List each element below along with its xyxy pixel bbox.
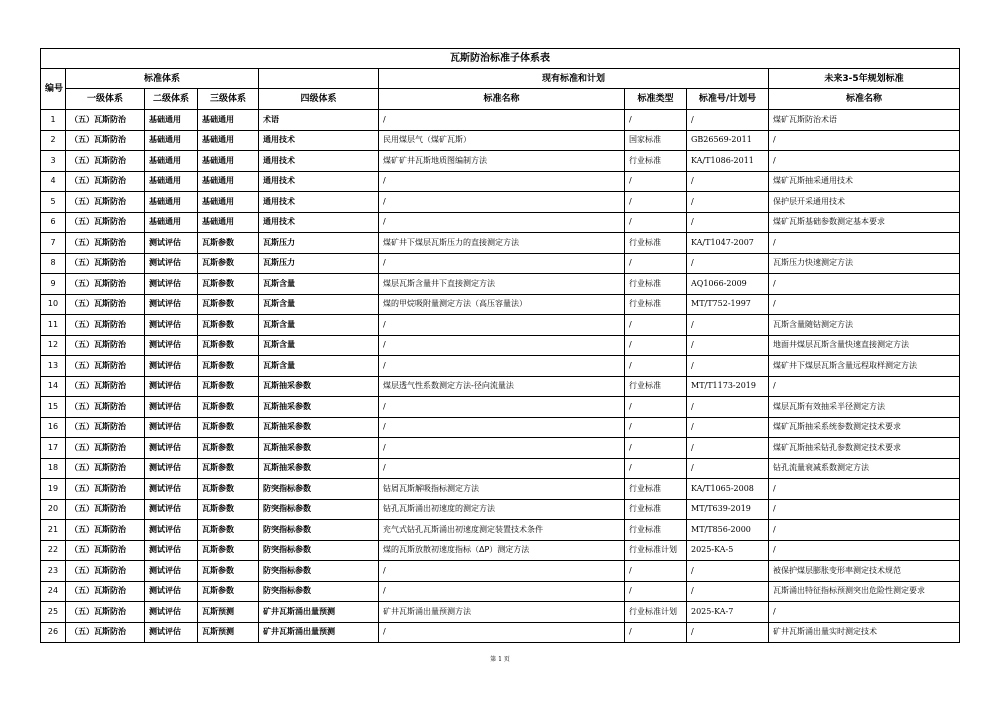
- level3-cell: 瓦斯预测: [198, 602, 259, 623]
- number-header: 编号: [41, 69, 66, 110]
- level1-cell: （五）瓦斯防治: [66, 561, 145, 582]
- standard-name-cell: /: [379, 335, 625, 356]
- level2-cell: 基础通用: [145, 171, 198, 192]
- standard-type-cell: 行业标准计划: [625, 540, 687, 561]
- level2-cell: 基础通用: [145, 130, 198, 151]
- level4-cell: 通用技术: [259, 130, 379, 151]
- level4-cell: 通用技术: [259, 192, 379, 213]
- level1-cell: （五）瓦斯防治: [66, 130, 145, 151]
- level3-cell: 瓦斯参数: [198, 458, 259, 479]
- table-row: [41, 192, 960, 213]
- level1-cell: （五）瓦斯防治: [66, 110, 145, 131]
- table-row: [41, 479, 960, 500]
- level3-cell: 瓦斯参数: [198, 417, 259, 438]
- table-row: [41, 212, 960, 233]
- standard-type-header: 标准类型: [625, 89, 687, 110]
- level3-cell: 瓦斯参数: [198, 376, 259, 397]
- standard-name-cell: 煤的甲烷吸附量测定方法（高压容量法）: [379, 294, 625, 315]
- row-number: 6: [41, 212, 66, 233]
- table-row: [41, 376, 960, 397]
- level1-cell: （五）瓦斯防治: [66, 397, 145, 418]
- level4-cell: 瓦斯压力: [259, 233, 379, 254]
- level4-cell: 通用技术: [259, 171, 379, 192]
- row-number: 2: [41, 130, 66, 151]
- level1-cell: （五）瓦斯防治: [66, 171, 145, 192]
- standard-type-cell: /: [625, 253, 687, 274]
- level2-cell: 测试评估: [145, 540, 198, 561]
- level3-cell: 基础通用: [198, 212, 259, 233]
- standard-name-cell: 钻屑瓦斯解吸指标测定方法: [379, 479, 625, 500]
- standard-name-cell: /: [379, 622, 625, 643]
- row-number: 11: [41, 315, 66, 336]
- standard-type-cell: /: [625, 438, 687, 459]
- level4-cell: 瓦斯含量: [259, 294, 379, 315]
- standard-number-cell: /: [687, 192, 769, 213]
- level1-cell: （五）瓦斯防治: [66, 622, 145, 643]
- standard-type-cell: 行业标准: [625, 151, 687, 172]
- level4-cell: 防突指标参数: [259, 499, 379, 520]
- standard-type-cell: /: [625, 356, 687, 377]
- level1-cell: （五）瓦斯防治: [66, 151, 145, 172]
- table-row: [41, 233, 960, 254]
- level4-cell: 防突指标参数: [259, 561, 379, 582]
- level2-cell: 测试评估: [145, 622, 198, 643]
- future-name-cell: /: [769, 479, 960, 500]
- level1-cell: （五）瓦斯防治: [66, 438, 145, 459]
- table-row: [41, 581, 960, 602]
- future-name-cell: /: [769, 602, 960, 623]
- row-number: 8: [41, 253, 66, 274]
- standard-number-cell: /: [687, 458, 769, 479]
- row-number: 26: [41, 622, 66, 643]
- level3-cell: 瓦斯参数: [198, 233, 259, 254]
- level2-cell: 测试评估: [145, 397, 198, 418]
- group-header-row: [41, 69, 960, 89]
- standard-type-cell: /: [625, 110, 687, 131]
- future-name-cell: 煤层瓦斯有效抽采半径测定方法: [769, 397, 960, 418]
- level2-cell: 测试评估: [145, 438, 198, 459]
- standard-type-cell: 行业标准: [625, 233, 687, 254]
- level4-cell: 瓦斯抽采参数: [259, 417, 379, 438]
- level1-cell: （五）瓦斯防治: [66, 212, 145, 233]
- standard-name-cell: /: [379, 315, 625, 336]
- standard-name-cell: /: [379, 581, 625, 602]
- level4-cell: 瓦斯含量: [259, 274, 379, 295]
- standard-name-cell: 煤层瓦斯含量井下直接测定方法: [379, 274, 625, 295]
- row-number: 9: [41, 274, 66, 295]
- level1-cell: （五）瓦斯防治: [66, 192, 145, 213]
- standard-type-cell: /: [625, 561, 687, 582]
- row-number: 5: [41, 192, 66, 213]
- level1-cell: （五）瓦斯防治: [66, 294, 145, 315]
- level2-cell: 基础通用: [145, 212, 198, 233]
- standard-number-cell: /: [687, 335, 769, 356]
- level3-cell: 瓦斯参数: [198, 356, 259, 377]
- future-name-cell: /: [769, 520, 960, 541]
- level1-cell: （五）瓦斯防治: [66, 315, 145, 336]
- level2-cell: 测试评估: [145, 479, 198, 500]
- standard-name-cell: /: [379, 417, 625, 438]
- future-name-cell: 煤矿瓦斯基础参数测定基本要求: [769, 212, 960, 233]
- level2-cell: 测试评估: [145, 274, 198, 295]
- standard-type-cell: /: [625, 458, 687, 479]
- standard-name-cell: /: [379, 192, 625, 213]
- future-name-cell: /: [769, 376, 960, 397]
- level4-cell: 矿井瓦斯涌出量预测: [259, 622, 379, 643]
- level4-cell: 瓦斯含量: [259, 315, 379, 336]
- level3-cell: 瓦斯参数: [198, 274, 259, 295]
- level4-cell: 术语: [259, 110, 379, 131]
- standard-name-cell: 充气式钻孔瓦斯涌出初速度测定装置技术条件: [379, 520, 625, 541]
- standard-number-cell: MT/T856-2000: [687, 520, 769, 541]
- level1-cell: （五）瓦斯防治: [66, 602, 145, 623]
- table-row: [41, 130, 960, 151]
- level1-cell: （五）瓦斯防治: [66, 274, 145, 295]
- standard-number-cell: /: [687, 356, 769, 377]
- level1-cell: （五）瓦斯防治: [66, 253, 145, 274]
- level2-header: 二级体系: [145, 89, 198, 110]
- standard-type-cell: /: [625, 417, 687, 438]
- standard-name-cell: /: [379, 561, 625, 582]
- level4-cell: 瓦斯抽采参数: [259, 376, 379, 397]
- level2-cell: 测试评估: [145, 376, 198, 397]
- level2-cell: 测试评估: [145, 458, 198, 479]
- future-name-cell: 被保护煤层膨胀变形率测定技术规范: [769, 561, 960, 582]
- standard-name-cell: 钻孔瓦斯涌出初速度的测定方法: [379, 499, 625, 520]
- level2-cell: 测试评估: [145, 315, 198, 336]
- empty-header-cell: [259, 69, 379, 89]
- level2-cell: 测试评估: [145, 581, 198, 602]
- level4-cell: 通用技术: [259, 212, 379, 233]
- standard-number-cell: 2025-KA-7: [687, 602, 769, 623]
- standard-type-cell: /: [625, 171, 687, 192]
- level1-cell: （五）瓦斯防治: [66, 479, 145, 500]
- future-name-cell: 煤矿瓦斯抽采通用技术: [769, 171, 960, 192]
- level3-cell: 瓦斯参数: [198, 335, 259, 356]
- level4-cell: 瓦斯抽采参数: [259, 458, 379, 479]
- level1-header: 一级体系: [66, 89, 145, 110]
- level3-cell: 瓦斯参数: [198, 438, 259, 459]
- standard-name-cell: 煤层透气性系数测定方法-径向流量法: [379, 376, 625, 397]
- level2-cell: 基础通用: [145, 110, 198, 131]
- table-row: [41, 458, 960, 479]
- standard-name-header: 标准名称: [379, 89, 625, 110]
- level3-cell: 瓦斯参数: [198, 561, 259, 582]
- standard-type-cell: /: [625, 397, 687, 418]
- row-number: 18: [41, 458, 66, 479]
- standard-number-cell: /: [687, 397, 769, 418]
- standard-type-cell: /: [625, 192, 687, 213]
- standard-number-cell: GB26569-2011: [687, 130, 769, 151]
- level1-cell: （五）瓦斯防治: [66, 233, 145, 254]
- table-row: [41, 417, 960, 438]
- standard-name-cell: /: [379, 438, 625, 459]
- standard-number-cell: 2025-KA-5: [687, 540, 769, 561]
- level2-cell: 测试评估: [145, 253, 198, 274]
- standard-number-cell: /: [687, 622, 769, 643]
- current-standards-header: 现有标准和计划: [379, 69, 769, 89]
- row-number: 21: [41, 520, 66, 541]
- level4-header: 四级体系: [259, 89, 379, 110]
- level3-cell: 瓦斯参数: [198, 315, 259, 336]
- table-row: [41, 602, 960, 623]
- table-row: [41, 274, 960, 295]
- row-number: 23: [41, 561, 66, 582]
- standard-name-cell: /: [379, 212, 625, 233]
- future-name-header: 标准名称: [769, 89, 960, 110]
- level2-cell: 测试评估: [145, 417, 198, 438]
- future-name-cell: 瓦斯压力快速测定方法: [769, 253, 960, 274]
- level3-cell: 基础通用: [198, 130, 259, 151]
- level2-cell: 基础通用: [145, 192, 198, 213]
- level3-cell: 基础通用: [198, 171, 259, 192]
- row-number: 25: [41, 602, 66, 623]
- level1-cell: （五）瓦斯防治: [66, 520, 145, 541]
- standard-type-cell: 国家标准: [625, 130, 687, 151]
- level3-cell: 瓦斯参数: [198, 499, 259, 520]
- standard-type-cell: 行业标准: [625, 294, 687, 315]
- table-row: [41, 335, 960, 356]
- row-number: 20: [41, 499, 66, 520]
- future-name-cell: 保护层开采通用技术: [769, 192, 960, 213]
- standard-number-header: 标准号/计划号: [687, 89, 769, 110]
- future-name-cell: 瓦斯涌出特征指标预测突出危险性测定要求: [769, 581, 960, 602]
- standard-name-cell: 煤矿矿井瓦斯地质图编制方法: [379, 151, 625, 172]
- standard-number-cell: AQ1066-2009: [687, 274, 769, 295]
- level3-cell: 瓦斯参数: [198, 253, 259, 274]
- table-title: 瓦斯防治标准子体系表: [41, 49, 960, 69]
- table-row: [41, 110, 960, 131]
- standard-type-cell: /: [625, 581, 687, 602]
- table-row: [41, 622, 960, 643]
- level4-cell: 瓦斯含量: [259, 356, 379, 377]
- standard-number-cell: MT/T1173-2019: [687, 376, 769, 397]
- future-name-cell: /: [769, 233, 960, 254]
- table-row: [41, 499, 960, 520]
- standard-name-cell: 煤的瓦斯放散初速度指标（ΔP）测定方法: [379, 540, 625, 561]
- level2-cell: 测试评估: [145, 233, 198, 254]
- row-number: 10: [41, 294, 66, 315]
- standard-type-cell: /: [625, 335, 687, 356]
- standard-number-cell: /: [687, 110, 769, 131]
- standard-name-cell: 民用煤层气（煤矿瓦斯）: [379, 130, 625, 151]
- future-name-cell: 煤矿井下煤层瓦斯含量远程取样测定方法: [769, 356, 960, 377]
- future-name-cell: 地面井煤层瓦斯含量快速直接测定方法: [769, 335, 960, 356]
- standard-number-cell: /: [687, 315, 769, 336]
- level1-cell: （五）瓦斯防治: [66, 376, 145, 397]
- level1-cell: （五）瓦斯防治: [66, 499, 145, 520]
- title-row: [41, 49, 960, 69]
- table-row: [41, 397, 960, 418]
- level4-cell: 瓦斯压力: [259, 253, 379, 274]
- level3-cell: 瓦斯参数: [198, 520, 259, 541]
- standard-number-cell: KA/T1086-2011: [687, 151, 769, 172]
- table-row: [41, 294, 960, 315]
- level3-cell: 基础通用: [198, 110, 259, 131]
- future-name-cell: 煤矿瓦斯抽采钻孔参数测定技术要求: [769, 438, 960, 459]
- standard-type-cell: 行业标准: [625, 520, 687, 541]
- page-footer: 第 1 页: [490, 656, 510, 663]
- level4-cell: 瓦斯抽采参数: [259, 438, 379, 459]
- standard-name-cell: /: [379, 397, 625, 418]
- row-number: 12: [41, 335, 66, 356]
- column-header-row: [41, 89, 960, 110]
- future-name-cell: /: [769, 294, 960, 315]
- level4-cell: 瓦斯含量: [259, 335, 379, 356]
- standard-number-cell: MT/T639-2019: [687, 499, 769, 520]
- standard-type-cell: 行业标准: [625, 479, 687, 500]
- standard-name-cell: /: [379, 356, 625, 377]
- future-name-cell: 钻孔流量衰减系数测定方法: [769, 458, 960, 479]
- standard-name-cell: 矿井瓦斯涌出量预测方法: [379, 602, 625, 623]
- standard-name-cell: /: [379, 253, 625, 274]
- row-number: 13: [41, 356, 66, 377]
- level2-cell: 测试评估: [145, 561, 198, 582]
- level1-cell: （五）瓦斯防治: [66, 540, 145, 561]
- level4-cell: 通用技术: [259, 151, 379, 172]
- standard-name-cell: /: [379, 171, 625, 192]
- future-name-cell: /: [769, 130, 960, 151]
- standards-table: [40, 48, 960, 643]
- standard-name-cell: /: [379, 458, 625, 479]
- table-row: [41, 438, 960, 459]
- standard-number-cell: KA/T1047-2007: [687, 233, 769, 254]
- level4-cell: 防突指标参数: [259, 520, 379, 541]
- standard-type-cell: 行业标准计划: [625, 602, 687, 623]
- level4-cell: 防突指标参数: [259, 540, 379, 561]
- level4-cell: 防突指标参数: [259, 581, 379, 602]
- row-number: 16: [41, 417, 66, 438]
- future-name-cell: 煤矿瓦斯防治术语: [769, 110, 960, 131]
- standard-number-cell: KA/T1065-2008: [687, 479, 769, 500]
- level1-cell: （五）瓦斯防治: [66, 458, 145, 479]
- standard-type-cell: /: [625, 622, 687, 643]
- future-name-cell: /: [769, 274, 960, 295]
- row-number: 15: [41, 397, 66, 418]
- row-number: 4: [41, 171, 66, 192]
- future-name-cell: 瓦斯含量随钻测定方法: [769, 315, 960, 336]
- future-standards-header: 未来3-5年规划标准: [769, 69, 960, 89]
- table-row: [41, 561, 960, 582]
- row-number: 19: [41, 479, 66, 500]
- standard-type-cell: 行业标准: [625, 499, 687, 520]
- level3-cell: 瓦斯参数: [198, 540, 259, 561]
- table-row: [41, 151, 960, 172]
- level3-cell: 瓦斯参数: [198, 397, 259, 418]
- standard-number-cell: /: [687, 581, 769, 602]
- table-row: [41, 540, 960, 561]
- level4-cell: 防突指标参数: [259, 479, 379, 500]
- level3-cell: 瓦斯参数: [198, 581, 259, 602]
- future-name-cell: /: [769, 151, 960, 172]
- row-number: 3: [41, 151, 66, 172]
- future-name-cell: 煤矿瓦斯抽采系统参数测定技术要求: [769, 417, 960, 438]
- standard-number-cell: /: [687, 212, 769, 233]
- row-number: 24: [41, 581, 66, 602]
- standard-system-header: 标准体系: [66, 69, 259, 89]
- standard-type-cell: 行业标准: [625, 274, 687, 295]
- table-row: [41, 520, 960, 541]
- row-number: 14: [41, 376, 66, 397]
- standard-type-cell: /: [625, 212, 687, 233]
- standard-name-cell: 煤矿井下煤层瓦斯压力的直接测定方法: [379, 233, 625, 254]
- level1-cell: （五）瓦斯防治: [66, 356, 145, 377]
- level3-cell: 瓦斯参数: [198, 294, 259, 315]
- standard-number-cell: MT/T752-1997: [687, 294, 769, 315]
- level2-cell: 测试评估: [145, 294, 198, 315]
- level1-cell: （五）瓦斯防治: [66, 417, 145, 438]
- standard-number-cell: /: [687, 253, 769, 274]
- future-name-cell: /: [769, 540, 960, 561]
- level4-cell: 矿井瓦斯涌出量预测: [259, 602, 379, 623]
- level1-cell: （五）瓦斯防治: [66, 581, 145, 602]
- level2-cell: 测试评估: [145, 499, 198, 520]
- level2-cell: 测试评估: [145, 602, 198, 623]
- level3-header: 三级体系: [198, 89, 259, 110]
- future-name-cell: 矿井瓦斯涌出量实时测定技术: [769, 622, 960, 643]
- standard-name-cell: /: [379, 110, 625, 131]
- future-name-cell: /: [769, 499, 960, 520]
- table-row: [41, 315, 960, 336]
- table-row: [41, 253, 960, 274]
- standard-number-cell: /: [687, 171, 769, 192]
- level1-cell: （五）瓦斯防治: [66, 335, 145, 356]
- standard-number-cell: /: [687, 561, 769, 582]
- level3-cell: 基础通用: [198, 151, 259, 172]
- level2-cell: 测试评估: [145, 335, 198, 356]
- level3-cell: 瓦斯预测: [198, 622, 259, 643]
- standard-type-cell: 行业标准: [625, 376, 687, 397]
- row-number: 17: [41, 438, 66, 459]
- level4-cell: 瓦斯抽采参数: [259, 397, 379, 418]
- row-number: 7: [41, 233, 66, 254]
- level2-cell: 测试评估: [145, 356, 198, 377]
- row-number: 22: [41, 540, 66, 561]
- standard-number-cell: /: [687, 438, 769, 459]
- level2-cell: 测试评估: [145, 520, 198, 541]
- table-row: [41, 171, 960, 192]
- level3-cell: 瓦斯参数: [198, 479, 259, 500]
- standard-number-cell: /: [687, 417, 769, 438]
- level2-cell: 基础通用: [145, 151, 198, 172]
- table-row: [41, 356, 960, 377]
- level3-cell: 基础通用: [198, 192, 259, 213]
- row-number: 1: [41, 110, 66, 131]
- standard-type-cell: /: [625, 315, 687, 336]
